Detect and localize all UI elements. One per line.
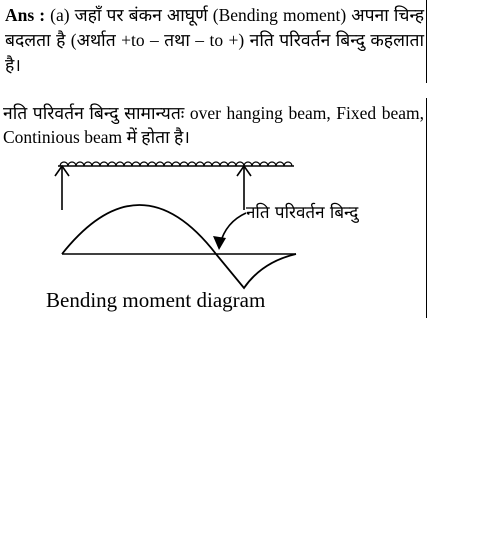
contraflexure-label: नति परिवर्तन बिन्दु	[246, 203, 359, 223]
answer-paragraph	[0, 0, 426, 78]
note-block	[0, 98, 427, 318]
left-reaction-arrow-icon	[55, 166, 69, 210]
bm-positive-region	[60, 205, 216, 258]
answer-label: Ans :	[5, 5, 46, 25]
answer-block	[0, 0, 427, 83]
contraflexure-pointer-icon	[213, 213, 246, 250]
diagram-caption: Bending moment diagram	[46, 288, 266, 312]
answer-text: (a) जहाँ पर बंकन आघूर्ण (Bending moment) अपना चिन्ह बदलता है (अर्थात +to – तथा – to +) नति परिवर्तन बिन्दु कहलाता है।	[5, 5, 425, 75]
bm-negative-region	[216, 254, 296, 292]
beam	[58, 162, 294, 166]
note-paragraph: नति परिवर्तन बिन्दु सामान्यतः over hanging beam, Fixed beam, Continious beam में होता है।	[3, 103, 424, 147]
bending-moment-figure	[0, 154, 427, 318]
